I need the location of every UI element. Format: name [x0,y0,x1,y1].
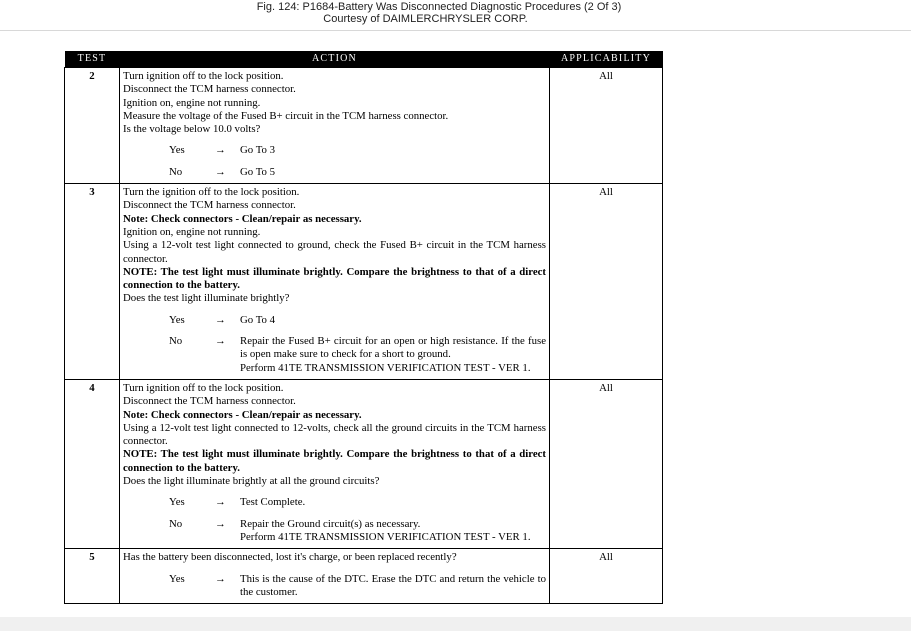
option-yes [123,144,546,157]
option-no [123,335,546,375]
option-value: Repair the Ground circuit(s) as necessary. [240,517,421,530]
header-test: TEST [65,51,120,68]
option-no [123,518,546,545]
option-value: Go To 3 [240,144,276,157]
action-note: Note: Check connectors - Clean/repair as necessary. [123,212,362,225]
diagnostic-table [64,51,663,604]
action-line: Disconnect the TCM harness connector. [123,83,296,96]
caption-title: Fig. 124: P1684-Battery Was Disconnected Diagnostic Procedures (2 Of 3) [256,1,622,13]
option-value-verify: Perform 41TE TRANSMISSION VERIFICATION TEST - VER 1. [240,530,531,543]
header-applicability: APPLICABILITY [550,51,663,68]
table-row [65,184,663,380]
header-action: ACTION [120,51,550,68]
action-line: Turn the ignition off to the lock position. [123,186,300,199]
action-note: Note: Check connectors - Clean/repair as necessary. [123,408,362,421]
action-line: Using a 12-volt test light connected to 12-volts, check all the ground circuits in the TCM harness connector. [123,421,546,448]
action-line: Disconnect the TCM harness connector. [123,395,296,408]
action-line: Measure the voltage of the Fused B+ circuit in the TCM harness connector. [123,109,449,122]
option-value: Repair the Fused B+ circuit for an open or high resistance. If the fuse is open make sure to check for a short to ground. [240,335,546,361]
applicability-value: All [550,184,663,380]
applicability-value: All [550,549,663,604]
option-key: No [169,517,183,530]
bottom-bar [0,617,911,631]
action-cell [120,68,550,184]
applicability-value: All [550,379,663,548]
action-note: NOTE: The test light must illuminate brightly. Compare the brightness to that of a direct connection to the battery. [123,265,546,292]
caption-divider [0,30,911,31]
action-line: Ignition on, engine not running. [123,96,261,109]
arrow-icon: → [215,496,226,509]
option-value: Go To 4 [240,313,276,326]
option-value-group [240,518,546,545]
table-row [65,68,663,184]
arrow-icon: → [215,165,226,178]
action-line: Ignition on, engine not running. [123,225,261,238]
option-key: Yes [169,313,185,326]
action-note: NOTE: The test light must illuminate brightly. Compare the brightness to that of a direct connection to the battery. [123,448,546,474]
option-key: No [169,335,183,348]
action-line: Disconnect the TCM harness connector. [123,199,296,212]
option-value-group [240,335,546,375]
option-value: Go To 5 [240,165,276,178]
option-yes [123,573,546,600]
action-line: Turn ignition off to the lock position. [123,381,284,394]
arrow-icon: → [215,144,226,157]
option-value: Test Complete. [240,496,306,509]
option-yes [123,314,546,327]
applicability-value: All [550,68,663,184]
arrow-icon: → [215,335,226,348]
action-cell [120,549,550,604]
option-no [123,166,546,179]
test-number: 4 [65,379,120,548]
figure-caption [0,1,911,25]
option-yes [123,496,546,509]
test-number: 3 [65,184,120,380]
action-line: Has the battery been disconnected, lost it's charge, or been replaced recently? [123,551,457,564]
action-line: Turn ignition off to the lock position. [123,70,284,82]
action-cell [120,184,550,380]
caption-courtesy: Courtesy of DAIMLERCHRYSLER CORP. [323,13,528,25]
action-line: Does the test light illuminate brightly? [123,292,290,305]
test-number: 5 [65,549,120,604]
arrow-icon: → [215,517,226,530]
action-cell [120,379,550,548]
table-header-row [65,51,663,68]
table-row [65,549,663,604]
action-line: Is the voltage below 10.0 volts? [123,123,261,136]
action-line: Does the light illuminate brightly at all the ground circuits? [123,475,380,488]
test-number: 2 [65,68,120,184]
option-key: Yes [169,144,185,157]
table-row [65,379,663,548]
action-line: Using a 12-volt test light connected to ground, check the Fused B+ circuit in the TCM harness connector. [123,239,546,265]
arrow-icon: → [215,313,226,326]
option-key: Yes [169,496,185,509]
option-value-verify: Perform 41TE TRANSMISSION VERIFICATION TEST - VER 1. [240,361,531,374]
option-key: No [169,165,183,178]
arrow-icon: → [215,572,226,585]
option-key: Yes [169,572,185,585]
option-value: This is the cause of the DTC. Erase the DTC and return the vehicle to the customer. [240,572,546,598]
